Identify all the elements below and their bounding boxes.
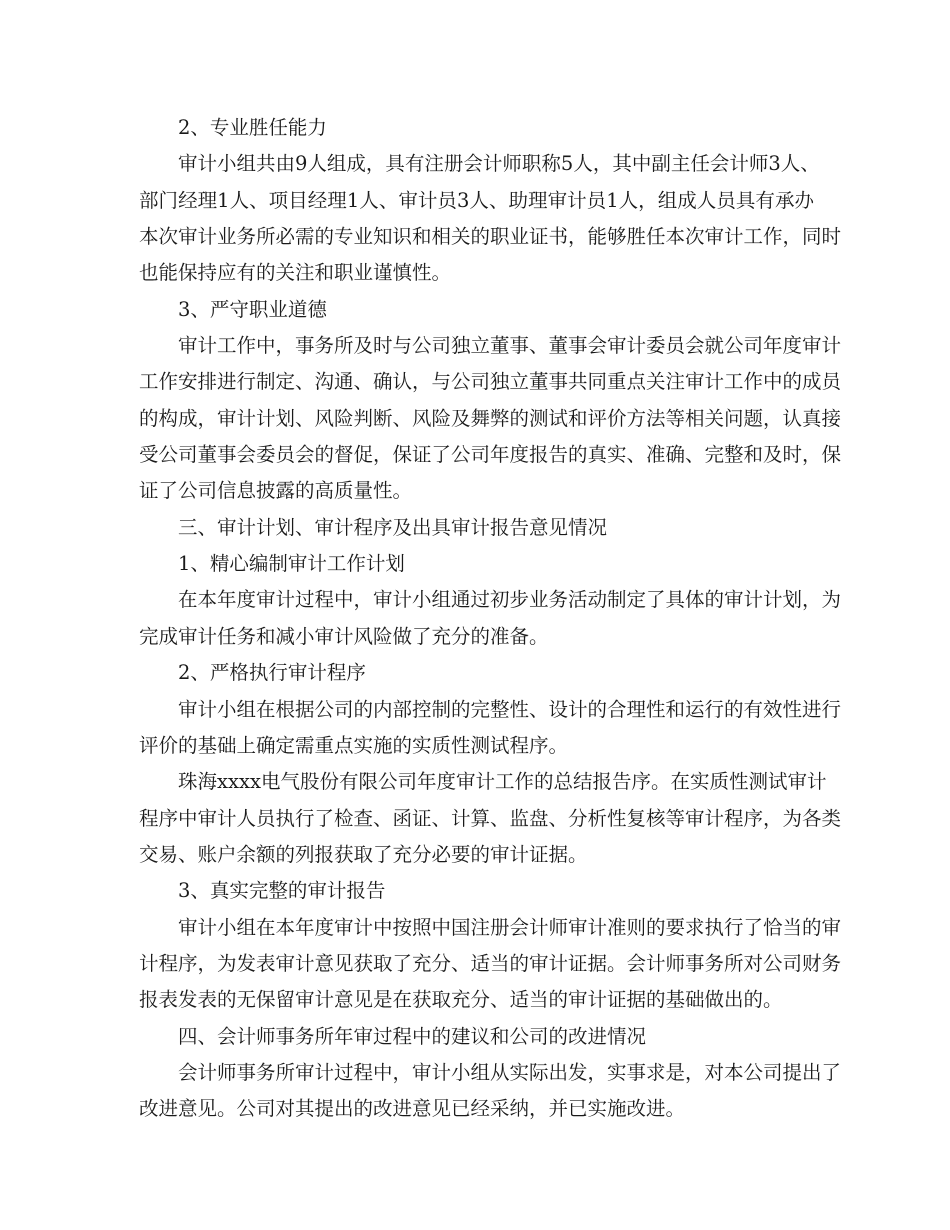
text-line: 3、真实完整的审计报告 (178, 879, 386, 903)
text-line: 本次审计业务所必需的专业知识和相关的职业证书，能够胜任本次审计工作，同时 (139, 225, 842, 249)
text-line: 珠海xxxx电气股份有限公司年度审计工作的总结报告序。在实质性测试审计 (178, 770, 827, 794)
text-line: 审计小组共由9人组成，具有注册会计师职称5人，其中副主任会计师3人、 (178, 152, 820, 176)
text-line: 在本年度审计过程中，审计小组通过初步业务活动制定了具体的审计计划，为 (178, 588, 842, 612)
text-line: 审计小组在根据公司的内部控制的完整性、设计的合理性和运行的有效性进行 (178, 697, 842, 721)
text-line: 3、严守职业道德 (178, 297, 327, 321)
text-line: 审计工作中，事务所及时与公司独立董事、董事会审计委员会就公司年度审计 (178, 334, 842, 358)
text-line: 2、专业胜任能力 (178, 116, 327, 139)
text-line: 2、严格执行审计程序 (178, 661, 366, 685)
text-line: 程序中审计人员执行了检查、函证、计算、监盘、分析性复核等审计程序，为各类 (139, 806, 842, 830)
text-line: 评价的基础上确定需重点实施的实质性测试程序。 (139, 733, 569, 757)
text-line: 报表发表的无保留审计意见是在获取充分、适当的审计证据的基础做出的。 (139, 988, 783, 1012)
text-line: 证了公司信息披露的高质量性。 (139, 479, 413, 503)
text-line: 三、审计计划、审计程序及出具审计报告意见情况 (178, 515, 608, 539)
text-line: 的构成，审计计划、风险判断、风险及舞弊的测试和评价方法等相关问题，认真接 (139, 406, 842, 430)
text-line: 会计师事务所审计过程中，审计小组从实际出发，实事求是，对本公司提出了 (178, 1060, 842, 1084)
text-line: 1、精心编制审计工作计划 (178, 552, 405, 576)
text-line: 改进意见。公司对其提出的改进意见已经采纳，并已实施改进。 (139, 1097, 686, 1121)
text-line: 四、会计师事务所年审过程中的建议和公司的改进情况 (178, 1024, 647, 1048)
text-line: 审计小组在本年度审计中按照中国注册会计师审计准则的要求执行了恰当的审 (178, 915, 842, 939)
text-line: 交易、账户余额的列报获取了充分必要的审计证据。 (139, 842, 588, 866)
text-line: 受公司董事会委员会的督促，保证了公司年度报告的真实、准确、完整和及时，保 (139, 443, 842, 467)
document-body (139, 110, 842, 1128)
text-line: 也能保持应有的关注和职业谨慎性。 (139, 261, 452, 285)
text-line: 部门经理1人、项目经理1人、审计员3人、助理审计员1人，组成人员具有承办 (139, 188, 814, 212)
text-line: 完成审计任务和减小审计风险做了充分的准备。 (139, 624, 549, 648)
text-line: 工作安排进行制定、沟通、确认，与公司独立董事共同重点关注审计工作中的成员 (139, 370, 842, 394)
text-line: 计程序，为发表审计意见获取了充分、适当的审计证据。会计师事务所对公司财务 (139, 951, 842, 975)
